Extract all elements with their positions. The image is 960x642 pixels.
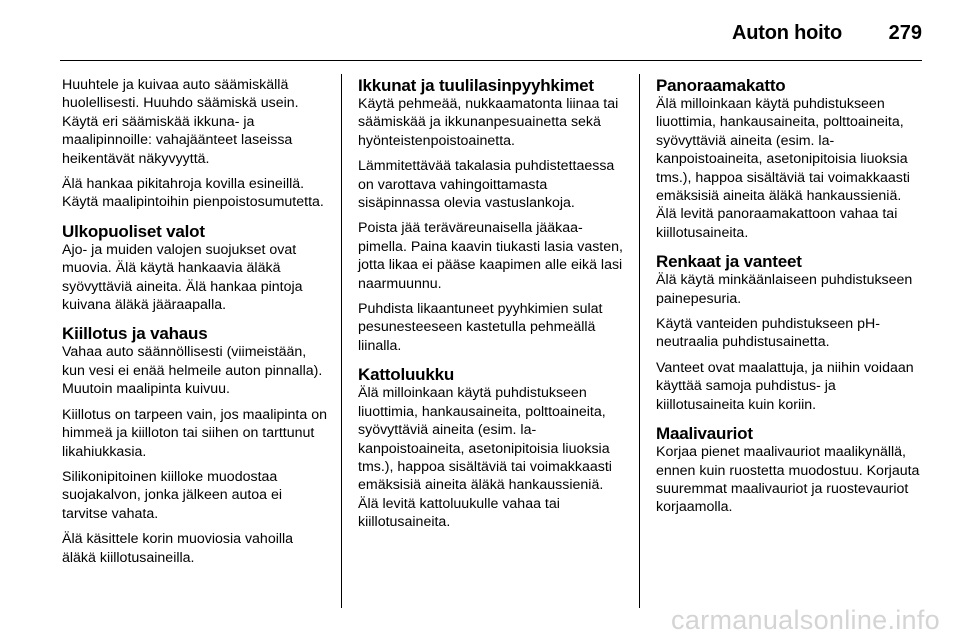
paragraph: Kiillotus on tarpeen vain, jos maalipinta on himmeä ja kiilloton tai siihen on tarttunut likahiukkasia. [62,406,327,460]
paragraph: Vanteet ovat maalattuja, ja niihin voidaan käyttää samoja puhdistus- ja kiillotusaineita kuin koriin. [656,359,914,413]
section-heading: Ulkopuoliset valot [62,221,205,241]
text-column-left [62,76,330,574]
paragraph: Älä milloinkaan käytä puhdistukseen liuottimia, hankausaineita, polttoaineita, syövyttäviä aineita (esim. lakanpoistoaineita, asetonipitoisia liuoksia tms.), happoa sisältäviä tai voimakkaasti emäksisiä aineita äläkä hankaussieniä. Älä levitä panoraamakattoon vahaa tai kiillotusaineita. [656,96,910,241]
paragraph: Poista jää teräväreunaisella jääkaapimella. Paina kaavin tiukasti lasia vasten, jotta likaa ei pääse kaapimen alle eikä lasi naarmuunnu. [358,220,623,292]
paragraph: Huuhtele ja kuivaa auto säämiskällä huolellisesti. Huuhdo säämiskä usein. Käytä eri säämiskää ikkuna- ja maalipinnoille: vahajäänteet laseissa heikentävät näkyvyyttä. [62,77,299,167]
section-heading: Kiillotus ja vahaus [62,324,208,344]
paragraph: Käytä vanteiden puhdistukseen pH-neutraalia puhdistusainetta. [656,316,880,351]
paragraph: Ajo- ja muiden valojen suojukset ovat muovia. Älä käytä hankaavia äläkä syövyttäviä aineita. Älä hankaa pintoja kuivana äläkä jääraapalla. [62,241,303,314]
watermark: carmanualsonline.info [671,605,940,635]
paragraph: Käytä pehmeää, nukkaamatonta liinaa tai säämiskää ja ikkunanpesuainetta sekä hyönteistenpoistoainetta. [358,96,619,149]
paragraph: Älä käytä minkäänlaiseen puhdistukseen painepesuria. [656,272,913,307]
page-header [0,0,960,56]
column-divider [639,74,640,608]
section-heading: Maalivauriot [656,424,753,444]
section-heading: Panoraamakatto [656,76,786,95]
paragraph: Lämmitettävää takalasia puhdistettaessa on varottava vahingoittamasta sisäpinnassa olevia vastuslankoja. [358,158,615,212]
section-heading: Renkaat ja vanteet [656,252,802,272]
text-column-right [656,76,924,524]
paragraph: Älä käsittele korin muoviosia vahoilla äläkä kiillotusaineilla. [62,531,294,566]
paragraph: Vahaa auto säännöllisesti (viimeistään, kun vesi ei enää helmeile auton pinnalla). Muutoin maalipinta kuivuu. [62,344,323,398]
section-heading: Kattoluukku [358,365,455,385]
section-title: Auton hoito [732,22,842,44]
page-number: 279 [888,22,922,44]
column-divider [341,74,342,608]
text-column-middle [358,76,626,539]
paragraph: Älä hankaa pikitahroja kovilla esineillä. Käytä maalipintoihin pienpoistosumutetta. [62,176,324,211]
paragraph: Korjaa pienet maalivauriot maalikynällä, ennen kuin ruostetta muodostuu. Korjauta suuremmat maalivauriot ja ruostevauriot korjaamolla. [656,444,920,516]
header-divider [60,60,922,61]
paragraph: Älä milloinkaan käytä puhdistukseen liuottimia, hankausaineita, polttoaineita, syövyttäviä aineita (esim. lakanpoistoaineita, asetonipitoisia liuoksia tms.), happoa sisältäviä tai voimakkaasti emäksisiä aineita äläkä hankaussieniä. Älä levitä kattoluukulle vahaa tai kiillotusaineita. [358,385,612,531]
section-heading: Ikkunat ja tuulilasinpyyhkimet [358,76,594,95]
paragraph: Puhdista likaantuneet pyyhkimien sulat pesunesteeseen kastetulla pehmeällä liinalla. [358,301,603,354]
paragraph: Silikonipitoinen kiilloke muodostaa suojakalvon, jonka jälkeen autoa ei tarvitse vahata. [62,468,283,522]
